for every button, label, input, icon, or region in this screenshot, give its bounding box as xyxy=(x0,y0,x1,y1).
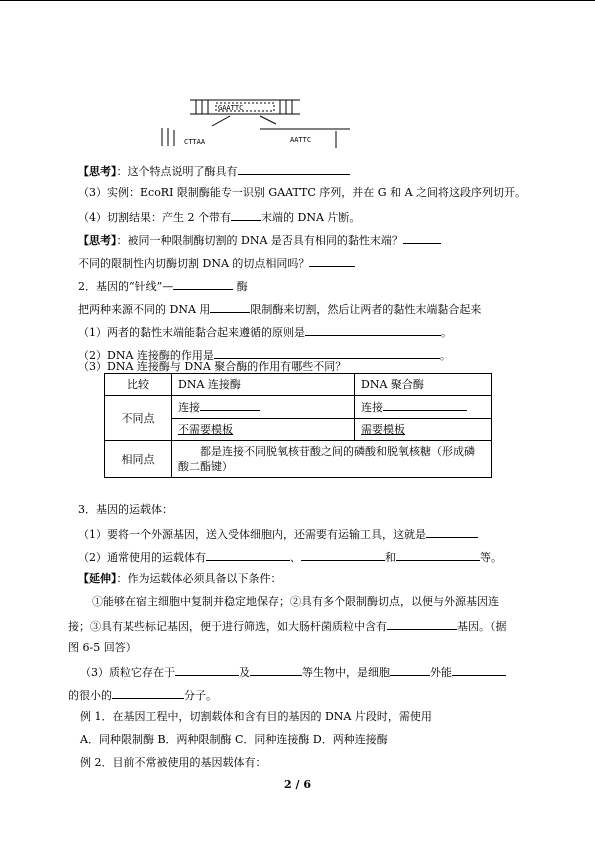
table-header-cell: 比较 xyxy=(105,374,172,396)
line-vector-def: （1）要将一个外源基因，送入受体细胞内，还需要有运输工具，这就是 xyxy=(78,526,478,542)
line-cut-site: 不同的限制性内切酶切割 DNA 的切点相同吗？ xyxy=(78,255,355,271)
line-ligation-intro: 把两种来源不同的 DNA 用 限制酶来切割，然后让两者的黏性末端黏合起来 xyxy=(78,303,482,316)
table-cell: 连接 xyxy=(355,396,492,419)
line-plasmid: （3）质粒它存在于 及 等生物中，是细胞 外能 xyxy=(80,664,506,680)
table-cell: 需要模板 xyxy=(355,419,492,441)
same-label: 相同点 xyxy=(105,441,172,478)
think-line-1: 【思考】：这个特点说明了酶具有 xyxy=(78,163,350,179)
example-2: 例 2．目前不常被使用的基因载体有： xyxy=(80,756,267,769)
line-ligase-function: （2）DNA 连接酶的作用是 。 xyxy=(78,349,451,362)
line-conditions-2: 接；③具有某些标记基因，便于进行筛选，如大肠杆菌质粒中含有 基因。（据 xyxy=(68,620,507,633)
line-example: （3）实例：EcoRI 限制酶能专一识别 GAATTC 序列，并在 G 和 A 之间将这段序列切开。 xyxy=(78,186,527,199)
line-conditions-1: ①能够在宿主细胞中复制并稳定地保存；②具有多个限制酶切点，以便与外源基因连 xyxy=(92,595,499,608)
page-top-rule xyxy=(0,0,595,1)
table-row xyxy=(105,441,492,478)
example-1-options: A．同种限制酶 B．两种限制酶 C．同种连接酶 D．两种连接酶 xyxy=(80,733,388,746)
table-row xyxy=(105,374,492,396)
enzyme-comparison-table xyxy=(104,373,492,478)
right-fragment: AATTC xyxy=(290,136,312,144)
same-text: 都是连接不同脱氧核苷酸之间的磷酸和脱氧核糖（形成磷酸二酯键） xyxy=(172,441,492,478)
left-fragment: CTTAA xyxy=(184,138,206,146)
dna-cut-figure xyxy=(150,98,360,158)
example-1: 例 1．在基因工程中，切割载体和含有目的基因的 DNA 片段时，需使用 xyxy=(80,710,432,723)
table-header-cell: DNA 连接酶 xyxy=(172,374,355,396)
line-plasmid-2: 的很小的 分子。 xyxy=(68,689,217,702)
table-cell: 连接 xyxy=(172,396,355,419)
line-cut-result: （4）切割结果：产生 2 个带有 末端的 DNA 片断。 xyxy=(78,211,361,224)
think-line-2: 【思考】：被同一种限制酶切割的 DNA 是否具有相同的黏性末端？ xyxy=(78,232,441,248)
top-sequence: GAATTC xyxy=(218,104,244,112)
table-cell: 不需要模板 xyxy=(172,419,355,441)
section-2-heading: 2．基因的“针线”— 酶 xyxy=(78,280,248,293)
line-compare-question: （3）DNA 连接酶与 DNA 聚合酶的作用有哪些不同？ xyxy=(78,360,347,373)
extension-line: 【延伸】：作为运载体必须具备以下条件： xyxy=(78,572,282,585)
table-header-cell: DNA 聚合酶 xyxy=(355,374,492,396)
table-row xyxy=(105,396,492,419)
line-common-vectors: （2）通常使用的运载体有 、 和 等。 xyxy=(78,551,502,564)
diff-label: 不同点 xyxy=(105,396,172,441)
line-figure-ref: 图 6-5 回答） xyxy=(68,641,137,654)
page-number: 2 / 6 xyxy=(284,778,311,791)
line-pairing-principle: （1）两者的黏性末端能黏合起来遵循的原则是 。 xyxy=(78,326,452,339)
section-3-heading: 3．基因的运载体： xyxy=(78,503,173,516)
